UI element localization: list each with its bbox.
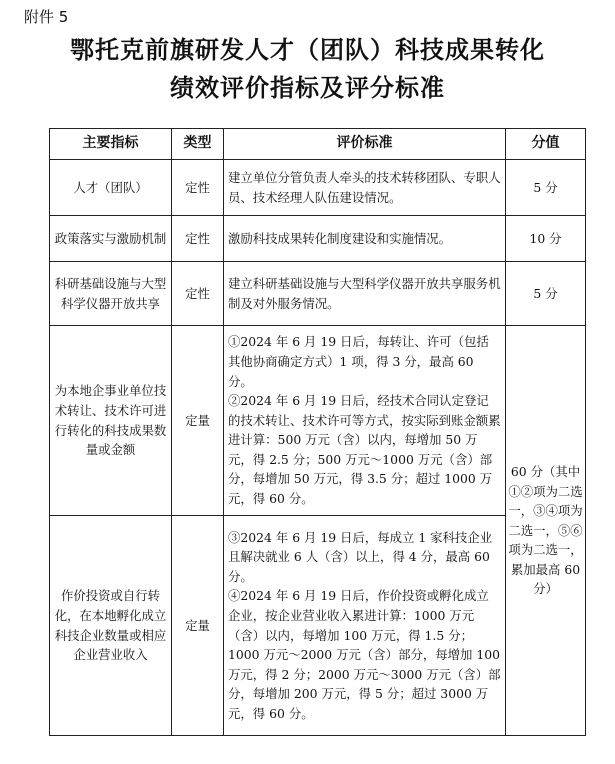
indicator-cell: 人才（团队） [50,160,172,216]
header-criteria: 评价标准 [224,129,506,160]
score-cell: 5 分 [506,262,586,326]
indicator-cell: 政策落实与激励机制 [50,216,172,262]
type-cell: 定性 [172,160,224,216]
table-row [50,262,586,326]
table-row [50,160,586,216]
table-row [50,516,586,736]
table-header-row [50,129,586,160]
attachment-label: 附件 5 [24,8,69,26]
header-type: 类型 [172,129,224,160]
document-title-line-2: 绩效评价指标及评分标准 [170,74,445,102]
indicator-cell: 科研基础设施与大型科学仪器开放共享 [50,262,172,326]
criteria-text: 建立科研基础设施与大型科学仪器开放共享服务机制及对外服务情况。 [228,275,501,311]
criteria-cell [224,216,506,262]
header-score: 分值 [506,129,586,160]
type-cell: 定性 [172,262,224,326]
criteria-item-4: ④2024 年 6 月 19 日后，作价投资或孵化成立企业，按企业营业收入累进计算：1000 万元（含）以内，每增加 100 万元，得 1.5 分；1000 万元～2000 万元（含）部分，每增加 100 万元，得 2 分；2000 万元～3000 万元（含）部分，每增加 200 万元，得 5 分；超过 3000 万元，得 60 分。 [228,588,501,721]
criteria-item-1: ①2024 年 6 月 19 日后，每转让、许可（包括其他协商确定方式）1 项，得 3 分，最高 60 分。 [228,334,489,389]
type-cell: 定性 [172,216,224,262]
criteria-item-2: ②2024 年 6 月 19 日后，经技术合同认定登记的技术转让、技术许可等方式，按实际到账金额累进计算：500 万元（含）以内，每增加 50 万元，得 2.5 分；500 万元～1000 万元（含）部分，每增加 50 万元，得 3.5 分；超过 1000 万元，得 60 分。 [228,393,501,507]
table-row [50,216,586,262]
criteria-cell [224,160,506,216]
document-title-line-1: 鄂托克前旗研发人才（团队）科技成果转化 [70,36,545,64]
type-cell: 定量 [172,326,224,516]
score-cell: 5 分 [506,160,586,216]
merged-score-cell: 60 分（其中①②项为二选一，③④项为二选一，⑤⑥项为二选一，累加最高 60 分） [506,326,586,736]
evaluation-table [49,128,586,736]
criteria-text: 激励科技成果转化制度建设和实施情况。 [228,230,452,246]
indicator-cell: 为本地企事业单位技术转让、技术许可进行转化的科技成果数量或金额 [50,326,172,516]
criteria-cell [224,516,506,736]
score-cell: 10 分 [506,216,586,262]
criteria-text: 建立单位分管负责人牵头的技术转移团队、专职人员、技术经理人队伍建设情况。 [228,169,501,205]
table-row [50,326,586,516]
type-cell: 定量 [172,516,224,736]
indicator-cell: 作价投资或自行转化，在本地孵化成立科技企业数量或相应企业营业收入 [50,516,172,736]
criteria-cell [224,326,506,516]
criteria-cell [224,262,506,326]
criteria-item-3: ③2024 年 6 月 19 日后，每成立 1 家科技企业且解决就业 6 人（含）以上，得 4 分，最高 60 分。 [228,529,493,584]
header-indicator: 主要指标 [50,129,172,160]
